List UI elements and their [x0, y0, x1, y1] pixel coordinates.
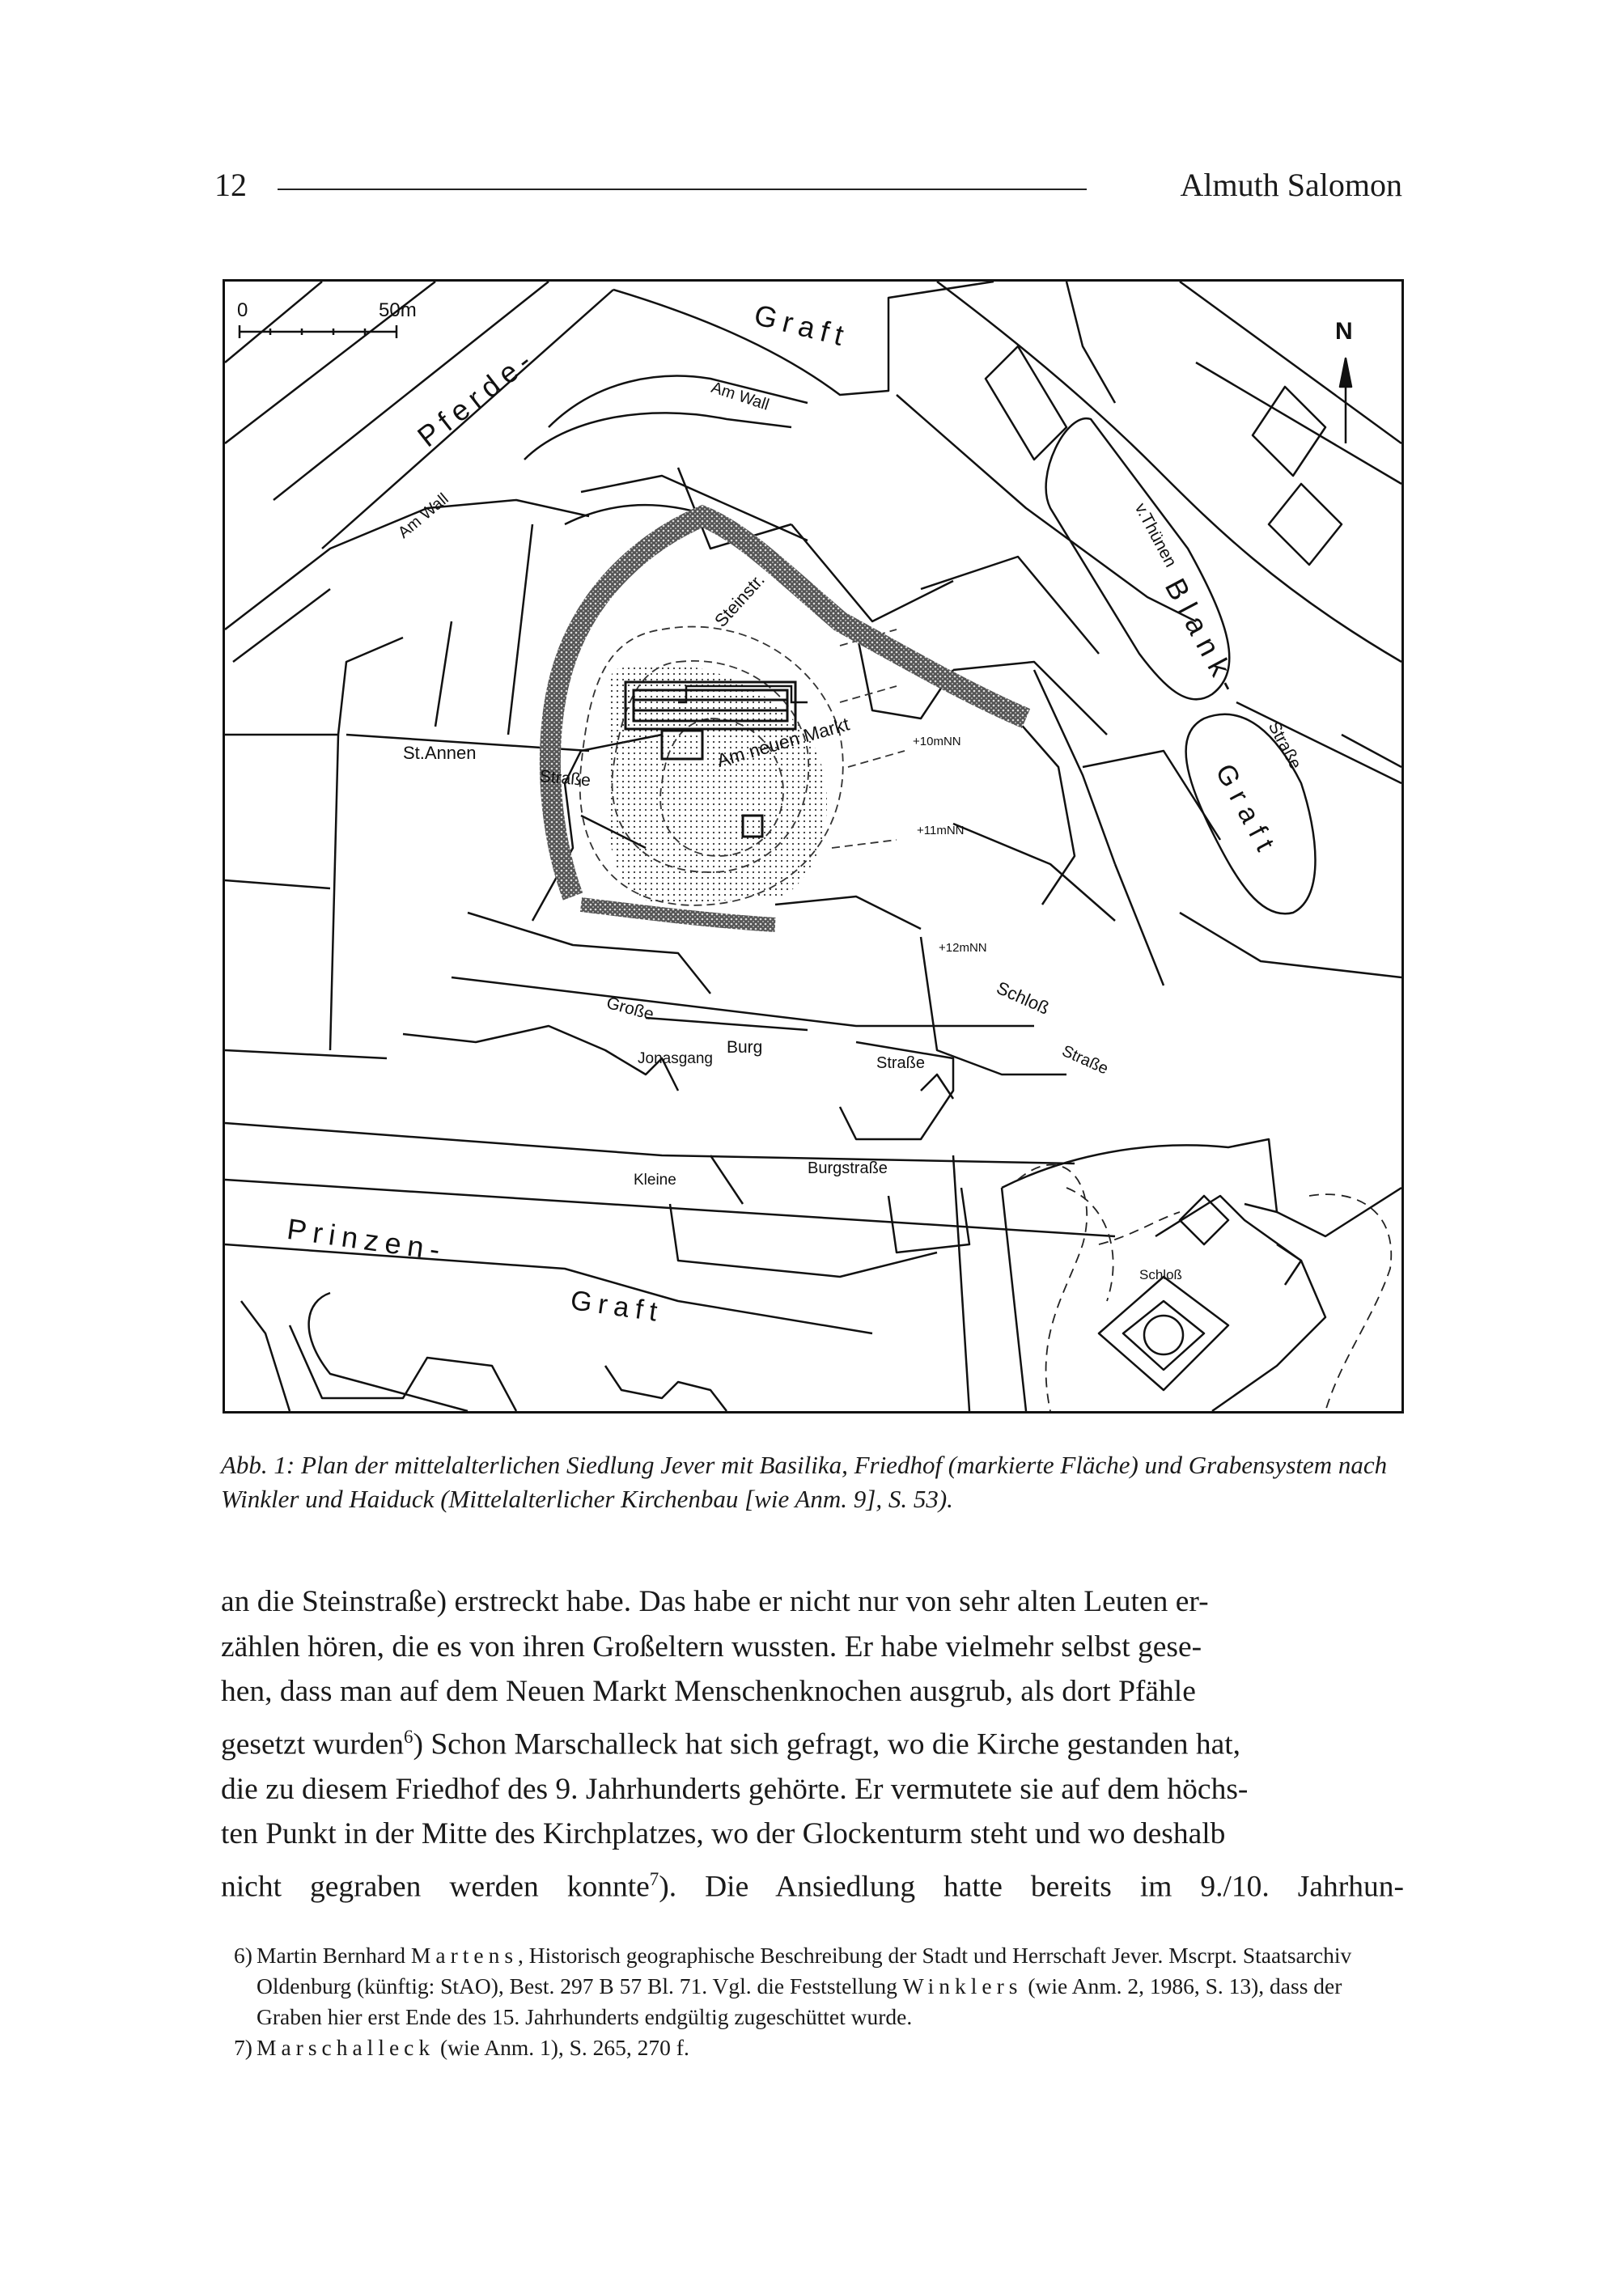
footnote-author: Marschalleck	[257, 2035, 435, 2060]
label-jonasgang: Jonasgang	[638, 1050, 713, 1067]
body-line	[221, 1714, 1404, 1767]
label-strasse-right: Straße	[1264, 718, 1305, 773]
header-rule	[278, 189, 1087, 190]
body-paragraph	[221, 1579, 1404, 1909]
north-label: N	[1335, 318, 1353, 345]
label-grosse: Große	[604, 994, 656, 1024]
footnote-ref-6[interactable]: 6	[403, 1726, 413, 1747]
scale-label-zero: 0	[237, 299, 248, 321]
footnote-number: 6)	[234, 1943, 252, 1968]
town-plan-figure	[223, 279, 1404, 1414]
label-pferde: Pferde-	[411, 340, 543, 454]
label-v-thuenen: v.Thünen	[1130, 500, 1181, 570]
label-am-neuen-markt: Am neuen Markt	[714, 713, 852, 771]
label-burg: Burg	[727, 1038, 763, 1057]
footnote-text: (wie Anm. 1), S. 265, 270 f.	[435, 2035, 689, 2060]
footnote-text: Martin Bernhard	[257, 1943, 411, 1968]
running-author: Almuth Salomon	[1180, 167, 1402, 203]
body-line: zählen hören, die es von ihren Großeltern wussten. Er habe vielmehr selbst gese-	[221, 1630, 1202, 1664]
footnote-text: (wie Anm. 2, 1986, S. 13), dass der Graben hier erst Ende des 15. Jahrhunderts endgültig zugeschüttet wurde.	[257, 1973, 1342, 2029]
body-line: ten Punkt in der Mitte des Kirchplatzes, wo der Glockenturm steht und wo deshalb	[221, 1817, 1226, 1850]
footnote-7	[221, 2032, 1404, 2063]
body-line: an die Steinstraße) erstreckt habe. Das habe er nicht nur von sehr alten Leuten er-	[221, 1585, 1209, 1618]
page-number: 12	[214, 167, 247, 203]
body-text-run: ). Die Ansiedlung hatte bereits im 9./10. Jahrhun-	[659, 1870, 1404, 1903]
footnote-text: , Historisch geographische Beschreibung der Stadt und Herrschaft Jever. Mscrpt. Staatsarchiv Oldenburg (künftig: StAO), Best. 297 B 57 Bl. 71. Vgl. die Feststellung	[257, 1943, 1352, 1998]
label-burgstrasse: Burgstraße	[808, 1159, 888, 1177]
label-prinzen: Prinzen-	[285, 1212, 449, 1268]
label-st-annen: St.Annen	[403, 743, 477, 763]
label-am-wall-top: Am Wall	[709, 379, 772, 414]
body-text-run: nicht gegraben werden konnte	[221, 1870, 650, 1903]
body-text-run: ) Schon Marschalleck hat sich gefragt, wo die Kirche gestanden hat,	[413, 1727, 1241, 1761]
footnote-6	[221, 1940, 1404, 2032]
label-strasse-annen: Straße	[538, 767, 592, 790]
label-blank: Blank-	[1158, 573, 1250, 705]
body-line	[221, 1857, 1404, 1909]
body-text-run: gesetzt wurden	[221, 1727, 404, 1761]
figure-caption: Abb. 1: Plan der mittelalterlichen Siedlung Jever mit Basilika, Friedhof (markierte Fläche) und Grabensystem nach Winkler und Haiduck (Mittelalterlicher Kirchenbau [wie Anm. 9], S. 53).	[221, 1451, 1388, 1513]
label-schloss-str: Schloß	[993, 977, 1053, 1019]
label-strasse-schloss: Straße	[1059, 1042, 1111, 1079]
footnote-author: Winklers	[902, 1973, 1023, 1998]
running-header	[214, 166, 1402, 214]
footnote-author: Martens	[410, 1943, 519, 1968]
label-schloss: Schloß	[1139, 1267, 1182, 1282]
footnotes	[221, 1940, 1404, 2063]
moat-lower	[581, 905, 775, 925]
footnote-number: 7)	[234, 2035, 252, 2060]
label-graft-top: Graft	[751, 298, 854, 354]
scale-label-end: 50m	[379, 299, 417, 321]
label-strasse-burg: Straße	[876, 1054, 926, 1072]
label-kleine: Kleine	[634, 1172, 676, 1189]
label-nn10: +10mNN	[913, 735, 961, 748]
label-nn11: +11mNN	[917, 824, 965, 837]
body-line: hen, dass man auf dem Neuen Markt Menschenknochen ausgrub, als dort Pfähle	[221, 1675, 1196, 1708]
label-graft-right: Graft	[1209, 759, 1284, 863]
label-graft-bottom: Graft	[568, 1285, 666, 1329]
body-line: die zu diesem Friedhof des 9. Jahrhunderts gehörte. Er vermutete sie auf dem höchs-	[221, 1772, 1249, 1806]
label-am-wall-left: Am Wall	[395, 490, 452, 542]
label-steinstr: Steinstr.	[710, 569, 769, 631]
label-nn12: +12mNN	[939, 941, 987, 955]
footnote-ref-7[interactable]: 7	[649, 1868, 659, 1889]
